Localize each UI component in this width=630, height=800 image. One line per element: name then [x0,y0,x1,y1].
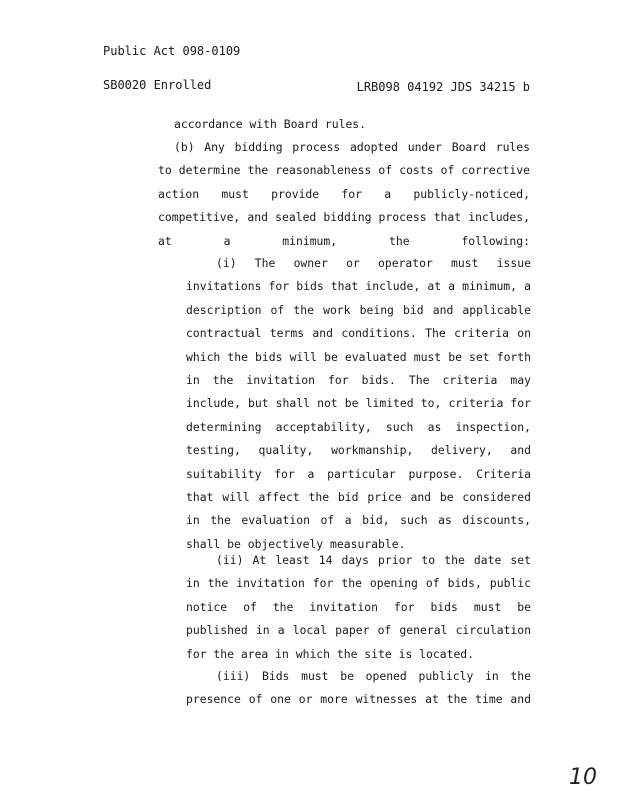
paragraph-ii: (ii) At least 14 days prior to the date set in the invitation for the opening of bids, public notice of the invitation for bids must be published in a local paper of general circulation for the area in which the site is located. [186,553,531,661]
page-number: 10 [569,765,597,790]
paragraph-i: (i) The owner or operator must issue invitations for bids that include, at a minimum, a description of the work being bid and applicable contractual terms and conditions. The criteria on which the bids will be evaluated must be set forth in the invitation for bids. The criteria may include, but shall not be limited to, criteria for determining acceptability, such as inspection, testing, quality, workmanship, delivery, and suitability for a particular purpose. Criteria that will affect the bid price and be considered in the evaluation of a bid, such as discounts, shall be objectively measurable. [186,256,531,551]
public-act-number: Public Act 098-0109 [103,44,241,58]
paragraph-iii: (iii) Bids must be opened publicly in the presence of one or more witnesses at the time and [186,669,531,707]
bill-number: SB0020 Enrolled [103,78,212,92]
paragraph-continuation: accordance with Board rules. [174,117,367,131]
lrb-reference: LRB098 04192 JDS 34215 b [356,80,530,94]
paragraph-b: (b) Any bidding process adopted under Board rules to determine the reasonableness of costs of corrective action must provide for a publicly-noticed, competitive, and sealed bidding process that includes, at a minimum, the following: [158,140,530,248]
